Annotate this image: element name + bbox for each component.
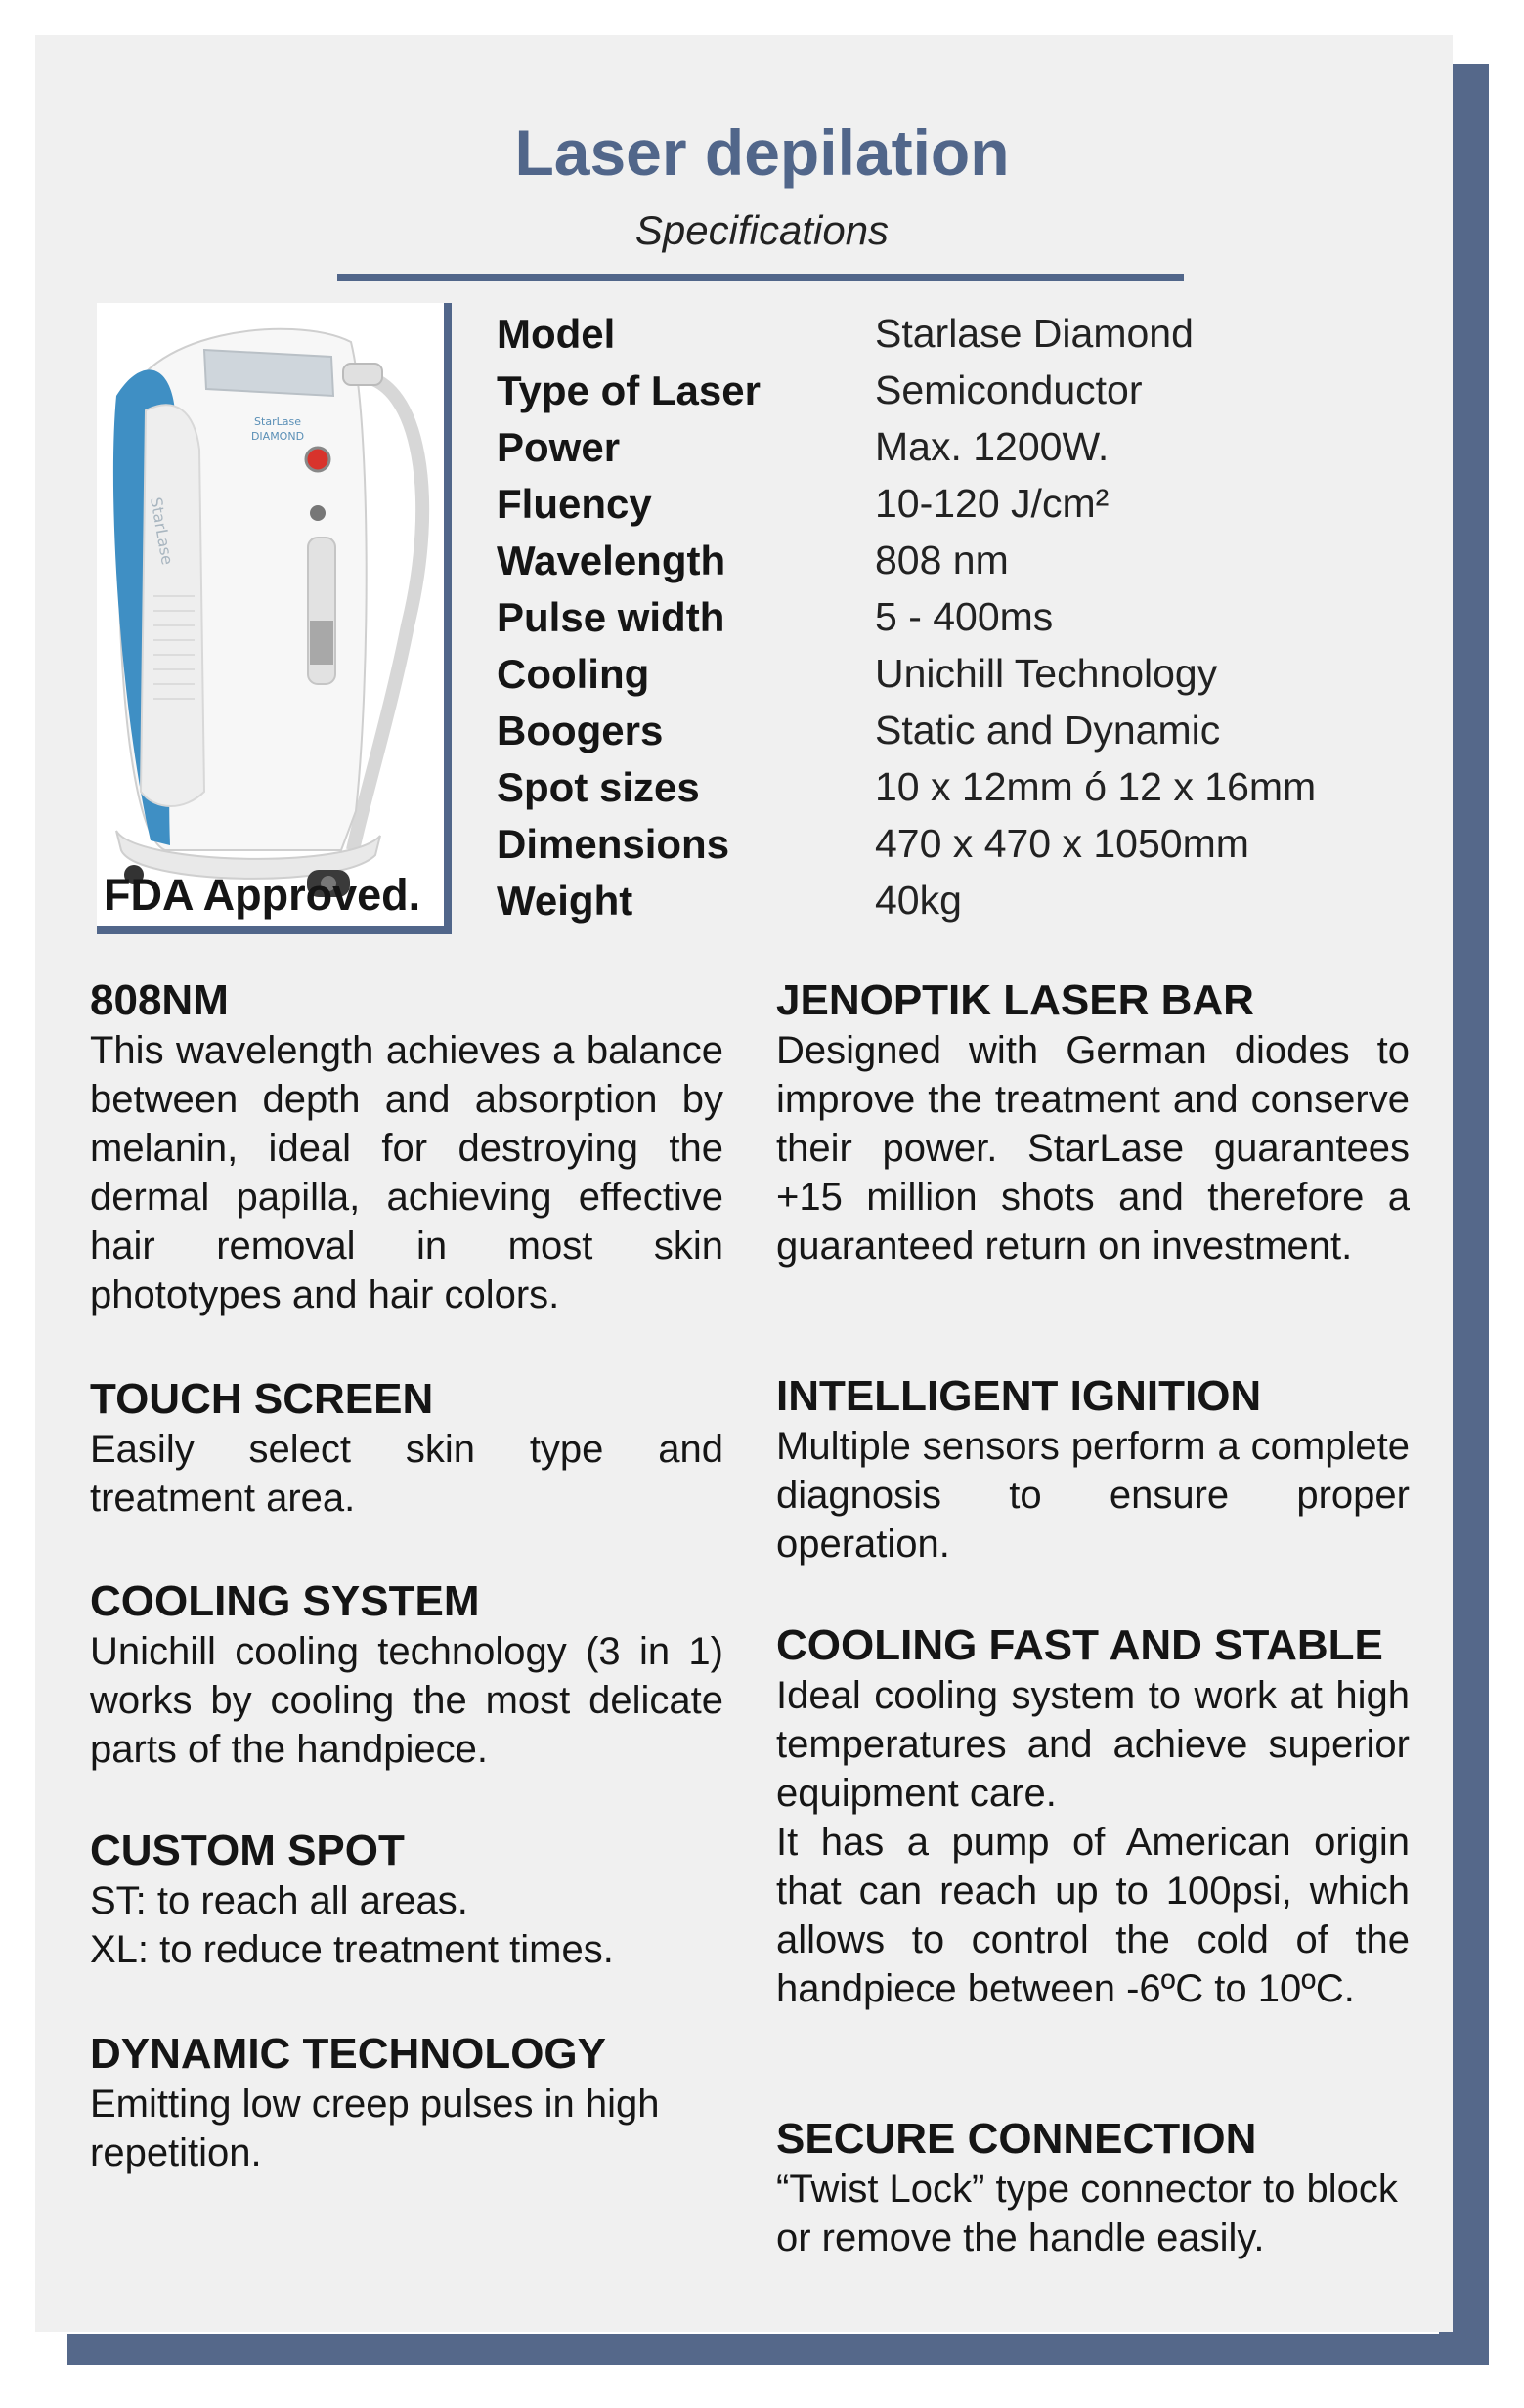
spec-row-pulse-width xyxy=(497,594,1376,651)
feature-title: CUSTOM SPOT xyxy=(90,1827,405,1874)
spec-label: Boogers xyxy=(497,708,664,753)
product-photo xyxy=(97,303,449,928)
spec-value: Unichill Technology xyxy=(875,651,1218,696)
spec-value: Static and Dynamic xyxy=(875,708,1221,752)
feature-dynamic-technology xyxy=(90,2029,723,2177)
spec-value: Max. 1200W. xyxy=(875,424,1110,469)
feature-title: COOLING FAST AND STABLE xyxy=(776,1621,1383,1669)
spec-label: Pulse width xyxy=(497,594,725,640)
feature-title: SECURE CONNECTION xyxy=(776,2115,1257,2163)
photo-border-right xyxy=(444,303,452,934)
fda-approved-badge: FDA Approved. xyxy=(104,870,421,920)
feature-title: TOUCH SCREEN xyxy=(90,1375,434,1423)
feature-body: “Twist Lock” type connector to block or remove the handle easily. xyxy=(776,2168,1398,2259)
spec-row-cooling xyxy=(497,651,1376,708)
feature-cooling-fast-and-stable xyxy=(776,1620,1410,2013)
spec-value: 40kg xyxy=(875,878,962,923)
spec-row-power xyxy=(497,424,1376,481)
spec-row-type-of-laser xyxy=(497,367,1376,424)
photo-border-bottom xyxy=(97,926,452,934)
feature-body: Easily select skin type and treatment area. xyxy=(90,1428,723,1520)
spec-row-boogers xyxy=(497,708,1376,764)
feature-custom-spot xyxy=(90,1826,723,1974)
spec-row-wavelength xyxy=(497,538,1376,594)
feature-body: Unichill cooling technology (3 in 1) works by cooling the most delicate parts of the handpiece. xyxy=(90,1630,723,1771)
feature-title: DYNAMIC TECHNOLOGY xyxy=(90,2030,606,2078)
title-divider xyxy=(337,274,1184,281)
page-subtitle: Specifications xyxy=(634,207,890,253)
spec-value: 10 x 12mm ó 12 x 16mm xyxy=(875,764,1317,809)
spec-row-model xyxy=(497,311,1376,367)
svg-text:StarLase: StarLase xyxy=(147,495,177,567)
feature-body-line: Ideal cooling system to work at high temperatures and achieve superior equipment care. xyxy=(776,1674,1410,1815)
spec-value: 808 nm xyxy=(875,538,1009,582)
spec-value: Starlase Diamond xyxy=(875,311,1194,356)
feature-body-line: It has a pump of American origin that can reach up to 100psi, which allows to control the cold of the handpiece between -6ºC to 10ºC. xyxy=(776,1821,1410,2010)
feature-body-line: ST: to reach all areas. xyxy=(90,1879,468,1922)
frame-shadow-bottom xyxy=(67,2334,1489,2365)
feature-title: JENOPTIK LASER BAR xyxy=(776,976,1254,1024)
feature-title: INTELLIGENT IGNITION xyxy=(776,1372,1262,1420)
spec-label: Cooling xyxy=(497,651,650,697)
spec-value: Semiconductor xyxy=(875,367,1143,412)
spec-label: Spot sizes xyxy=(497,764,700,810)
laser-machine-illustration xyxy=(97,303,449,928)
feature-808nm xyxy=(90,975,723,1319)
spec-row-dimensions xyxy=(497,821,1376,878)
feature-body: Designed with German diodes to improve the treatment and conserve their power. StarLase guarantees +15 million shots and therefore a guaranteed return on investment. xyxy=(776,1029,1410,1268)
feature-touch-screen xyxy=(90,1374,723,1523)
spec-label: Weight xyxy=(497,878,633,924)
spec-label: Dimensions xyxy=(497,821,730,867)
spec-value: 10-120 J/cm² xyxy=(875,481,1110,526)
spec-row-weight xyxy=(497,878,1376,934)
spec-label: Power xyxy=(497,424,621,470)
feature-body-line: XL: to reduce treatment times. xyxy=(90,1928,614,1971)
svg-text:StarLase: StarLase xyxy=(254,415,301,428)
spec-row-spot-sizes xyxy=(497,764,1376,821)
spec-value: 470 x 470 x 1050mm xyxy=(875,821,1249,866)
feature-body: Multiple sensors perform a complete diagnosis to ensure proper operation. xyxy=(776,1425,1410,1566)
spec-value: 5 - 400ms xyxy=(875,594,1054,639)
page-title: Laser depilation xyxy=(514,116,1010,189)
feature-title: COOLING SYSTEM xyxy=(90,1577,480,1625)
feature-intelligent-ignition xyxy=(776,1371,1410,1569)
spec-row-fluency xyxy=(497,481,1376,538)
feature-cooling-system xyxy=(90,1576,723,1774)
feature-title: 808NM xyxy=(90,976,229,1024)
feature-body: This wavelength achieves a balance between depth and absorption by melanin, ideal for destroying the dermal papilla, achieving effective hair removal in most skin phototypes and hair colors. xyxy=(90,1029,723,1316)
spec-label: Fluency xyxy=(497,481,652,527)
feature-jenoptik-laser-bar xyxy=(776,975,1410,1270)
feature-secure-connection xyxy=(776,2114,1410,2262)
spec-label: Wavelength xyxy=(497,538,726,583)
feature-body: Emitting low creep pulses in high repetition. xyxy=(90,2083,660,2174)
spec-label: Model xyxy=(497,311,616,357)
svg-text:DIAMOND: DIAMOND xyxy=(250,430,305,443)
spec-label: Type of Laser xyxy=(497,367,761,413)
